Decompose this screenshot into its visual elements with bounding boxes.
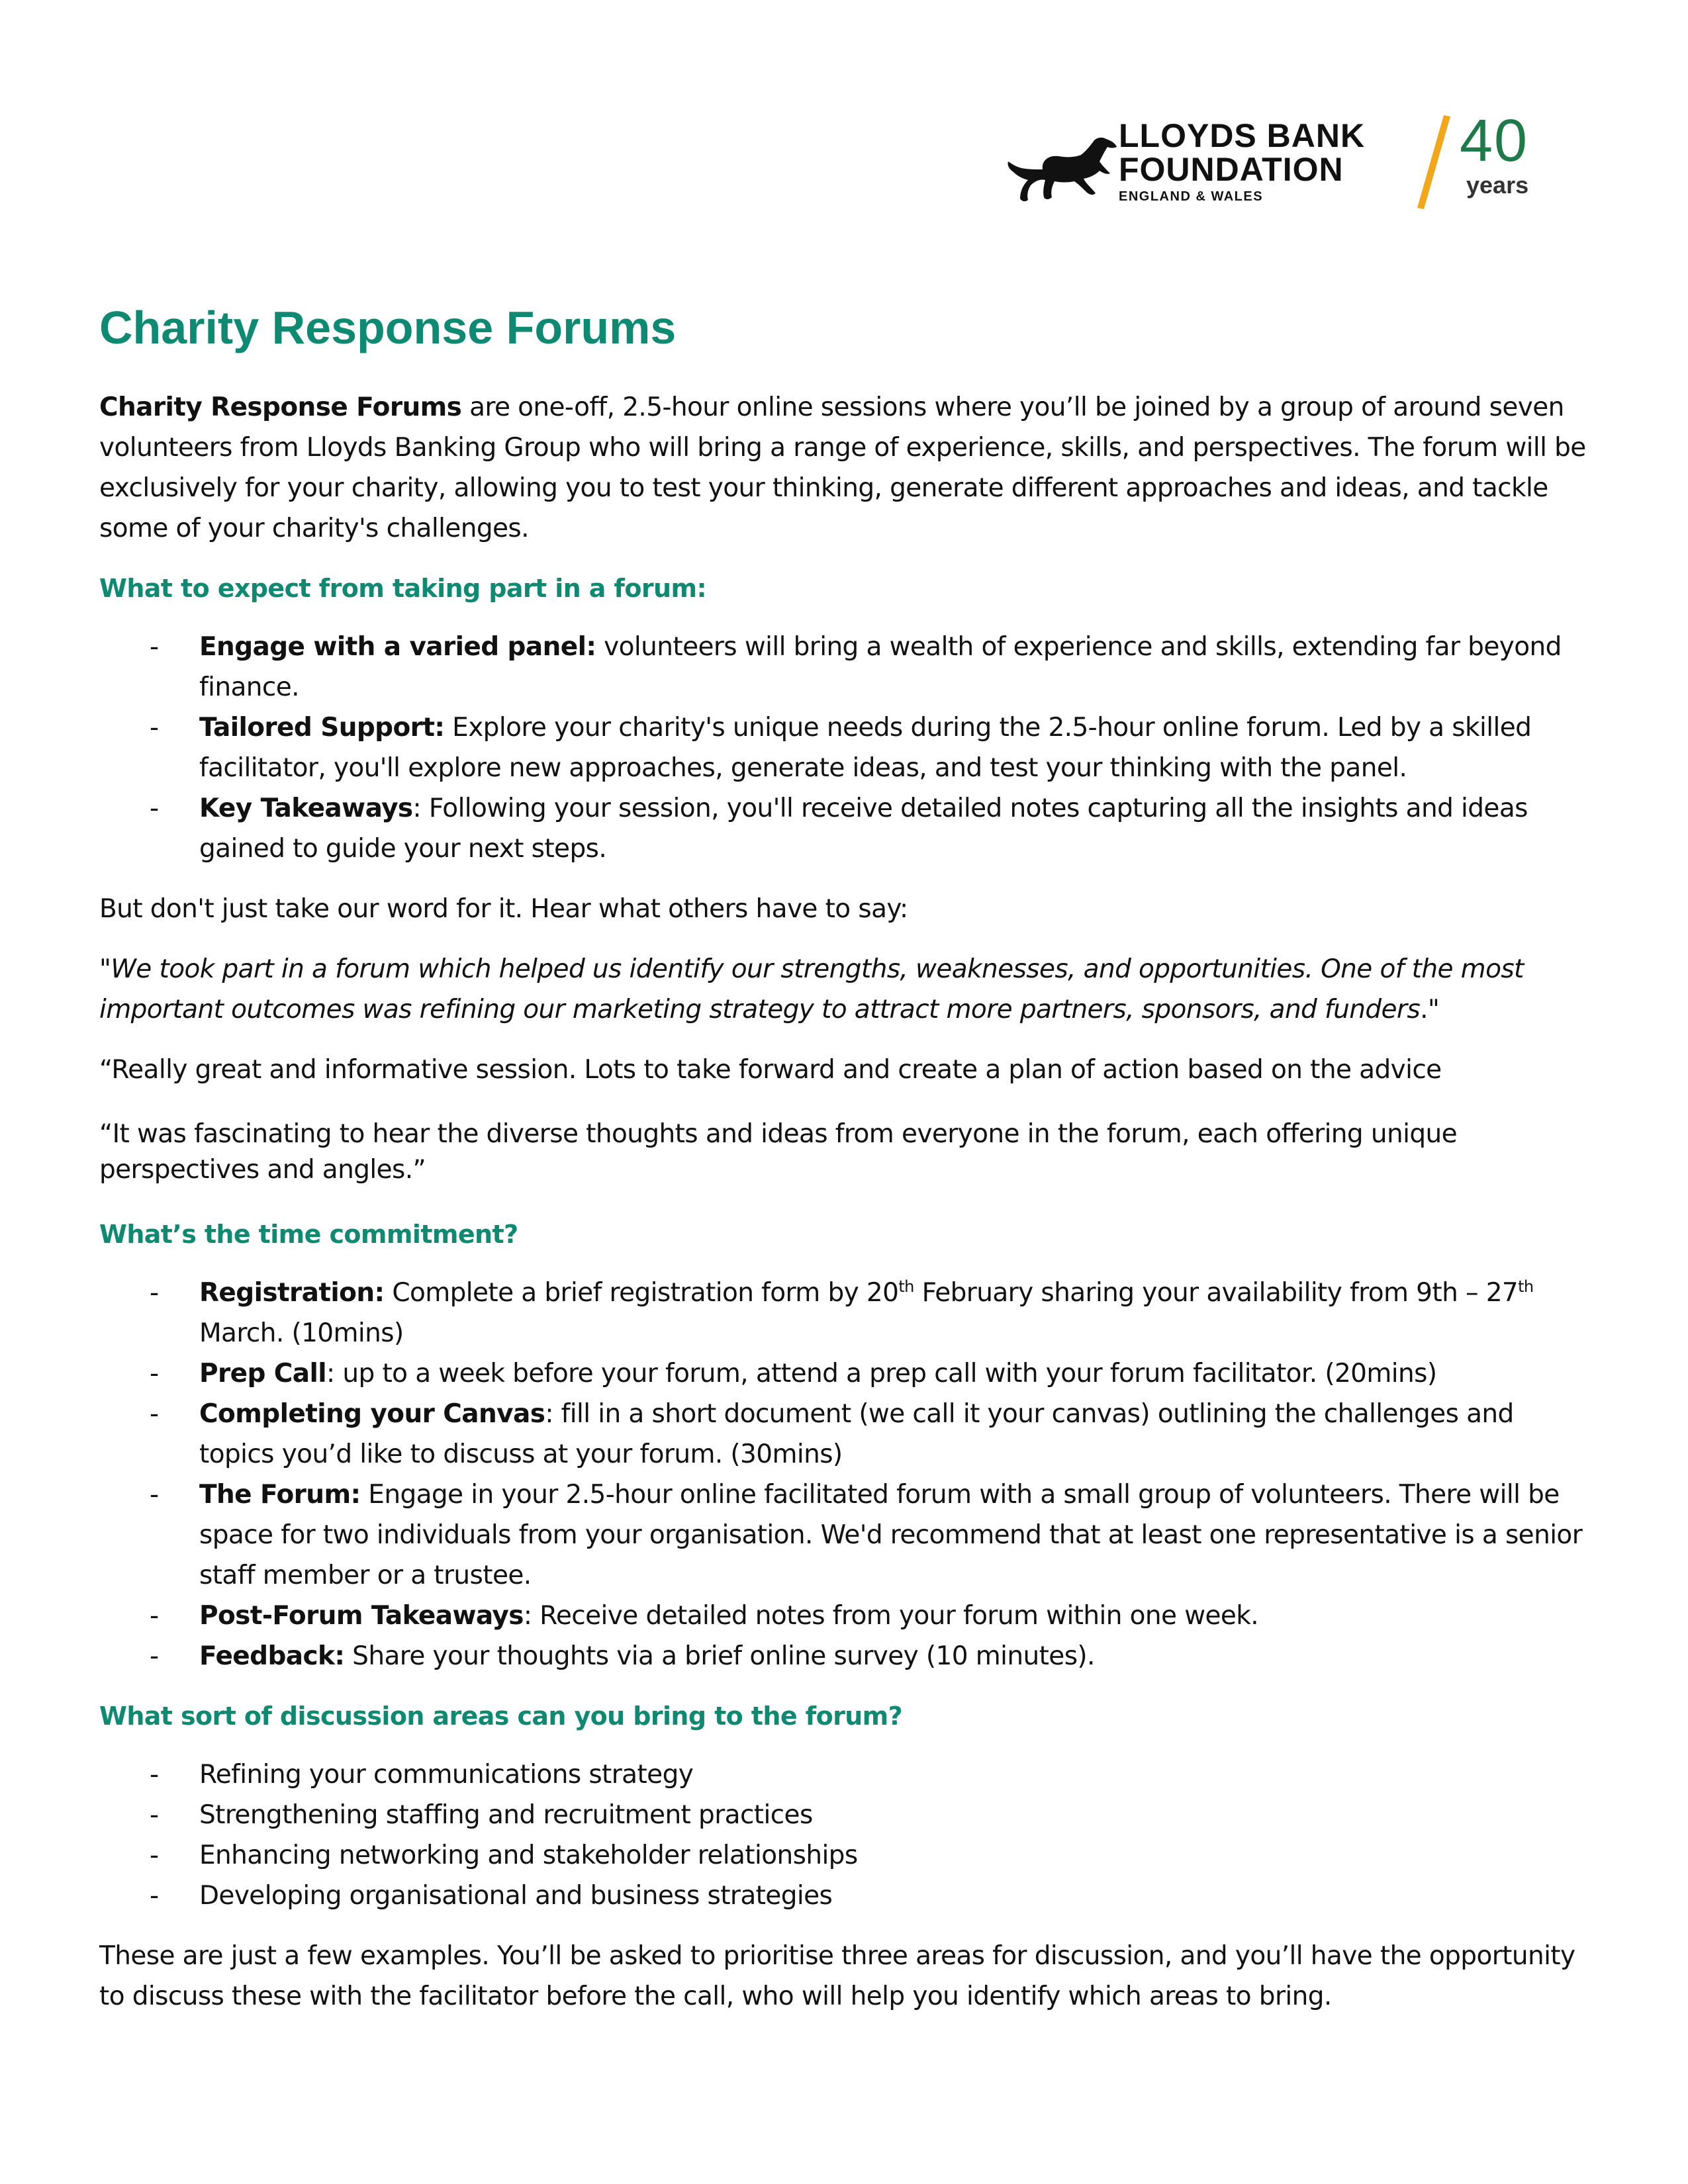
testimonial-quote-2: “Really great and informative session. Lots to take forward and create a plan of action based on the advice [99, 1055, 1442, 1085]
bullet-dash: - [150, 713, 159, 743]
quote-open: " [99, 954, 111, 984]
bullet-dash: - [150, 1480, 159, 1510]
item-text: March. (10mins) [199, 1318, 404, 1348]
quote-italic-text: We took part in a forum which helped us identify our strengths, weaknesses, and opportunities. One of the most important outcomes was refining our marketing strategy to attract more partners, sponsors, and funders [99, 954, 1524, 1024]
logo-line-2: FOUNDATION [1119, 151, 1344, 188]
list-item [99, 1795, 1589, 1835]
item-text: Developing organisational and business strategies [199, 1881, 833, 1911]
list-item [99, 1273, 1589, 1353]
expect-list [99, 627, 1589, 869]
bullet-dash: - [150, 1359, 159, 1388]
bullet-dash: - [150, 632, 159, 662]
black-horse-icon [1003, 131, 1122, 209]
discussion-list [99, 1754, 1589, 1916]
testimonial-quote-3: “It was fascinating to hear the diverse thoughts and ideas from everyone in the forum, each offering unique perspectives and angles.” [99, 1119, 1458, 1185]
item-label: Tailored Support: [199, 713, 445, 743]
bullet-dash: - [150, 1841, 159, 1870]
item-text: Share your thoughts via a brief online survey (10 minutes). [344, 1641, 1095, 1671]
list-item [99, 627, 1589, 707]
item-text: February sharing your availability from 9th – 27 [914, 1278, 1519, 1308]
bullet-dash: - [150, 1278, 159, 1308]
list-item [99, 1754, 1589, 1795]
list-item [99, 1876, 1589, 1916]
item-text: : up to a week before your forum, attend a prep call with your forum facilitator. (20mins) [326, 1359, 1437, 1388]
page-title: Charity Response Forums [99, 302, 677, 353]
document-body [99, 298, 1589, 2036]
logo-wordmark [1119, 119, 1365, 206]
item-text: : Following your session, you'll receive detailed notes capturing all the insights and ideas gained to guide your next steps. [199, 794, 1528, 864]
list-item [99, 1636, 1589, 1676]
testimonials-lead: But don't just take our word for it. Hear what others have to say: [99, 894, 908, 924]
list-item [99, 788, 1589, 869]
bullet-dash: - [150, 1800, 159, 1830]
item-text: : fill in a short document (we call it your canvas) outlining the challenges and topics you’d like to discuss at your forum. (30mins) [199, 1399, 1514, 1469]
bullet-dash: - [150, 1399, 159, 1429]
logo-line-3: ENGLAND & WALES [1119, 189, 1264, 204]
item-text: Explore your charity's unique needs during the 2.5-hour online forum. Led by a skilled facilitator, you'll explore new approaches, generate ideas, and test your thinking with the panel. [199, 713, 1532, 783]
foundation-logo [1003, 106, 1585, 218]
anniversary-word: years [1466, 171, 1529, 199]
bullet-dash: - [150, 1881, 159, 1911]
list-item [99, 1394, 1589, 1475]
bullet-dash: - [150, 1760, 159, 1790]
list-item [99, 707, 1589, 788]
ordinal-suffix: th [898, 1277, 914, 1296]
ordinal-suffix: th [1518, 1277, 1534, 1296]
testimonial-quote-1 [99, 949, 1589, 1030]
item-text: Refining your communications strategy [199, 1760, 694, 1790]
list-item [99, 1353, 1589, 1394]
item-text: : Receive detailed notes from your forum within one week. [523, 1601, 1259, 1631]
list-item [99, 1835, 1589, 1876]
intro-text: are one-off, 2.5-hour online sessions where you’ll be joined by a group of around seven volunteers from Lloyds Banking Group who will bring a range of experience, skills, and perspectives. The forum will be exclusively for your charity, allowing you to test your thinking, generate different approaches and ideas, and tackle some of your charity's challenges. [99, 392, 1586, 543]
item-label: The Forum: [199, 1480, 361, 1510]
intro-bold: Charity Response Forums [99, 392, 462, 422]
intro-paragraph [99, 387, 1589, 549]
item-label: Prep Call [199, 1359, 327, 1388]
item-text: Strengthening staffing and recruitment practices [199, 1800, 813, 1830]
discussion-heading: What sort of discussion areas can you bring to the forum? [99, 1702, 903, 1731]
item-text: Complete a brief registration form by 20 [384, 1278, 899, 1308]
item-label: Feedback: [199, 1641, 345, 1671]
quote-close: ." [1420, 995, 1440, 1024]
bullet-dash: - [150, 1601, 159, 1631]
item-label: Key Takeaways [199, 794, 413, 823]
anniversary-number: 40 [1460, 108, 1529, 174]
item-text: Enhancing networking and stakeholder relationships [199, 1841, 858, 1870]
item-text: Engage in your 2.5-hour online facilitated forum with a small group of volunteers. There will be space for two individuals from your organisation. We'd recommend that at least one representative is a senior staff member or a trustee. [199, 1480, 1583, 1590]
list-item [99, 1475, 1589, 1596]
logo-line-1: LLOYDS BANK [1119, 117, 1366, 154]
bullet-dash: - [150, 794, 159, 823]
anniversary-slash-icon [1413, 113, 1453, 212]
closing-paragraph: These are just a few examples. You’ll be asked to prioritise three areas for discussion, and you’ll have the opportunity to discuss these with the facilitator before the call, who will help you identify which areas to bring. [99, 1941, 1575, 2011]
item-label: Registration: [199, 1278, 385, 1308]
item-label: Completing your Canvas [199, 1399, 545, 1429]
item-text: volunteers will bring a wealth of experience and skills, extending far beyond finance. [199, 632, 1562, 702]
expect-heading: What to expect from taking part in a forum: [99, 574, 707, 603]
item-label: Engage with a varied panel: [199, 632, 596, 662]
commitment-heading: What’s the time commitment? [99, 1220, 518, 1249]
commitment-list [99, 1273, 1589, 1676]
list-item [99, 1596, 1589, 1636]
item-label: Post-Forum Takeaways [199, 1601, 524, 1631]
bullet-dash: - [150, 1641, 159, 1671]
